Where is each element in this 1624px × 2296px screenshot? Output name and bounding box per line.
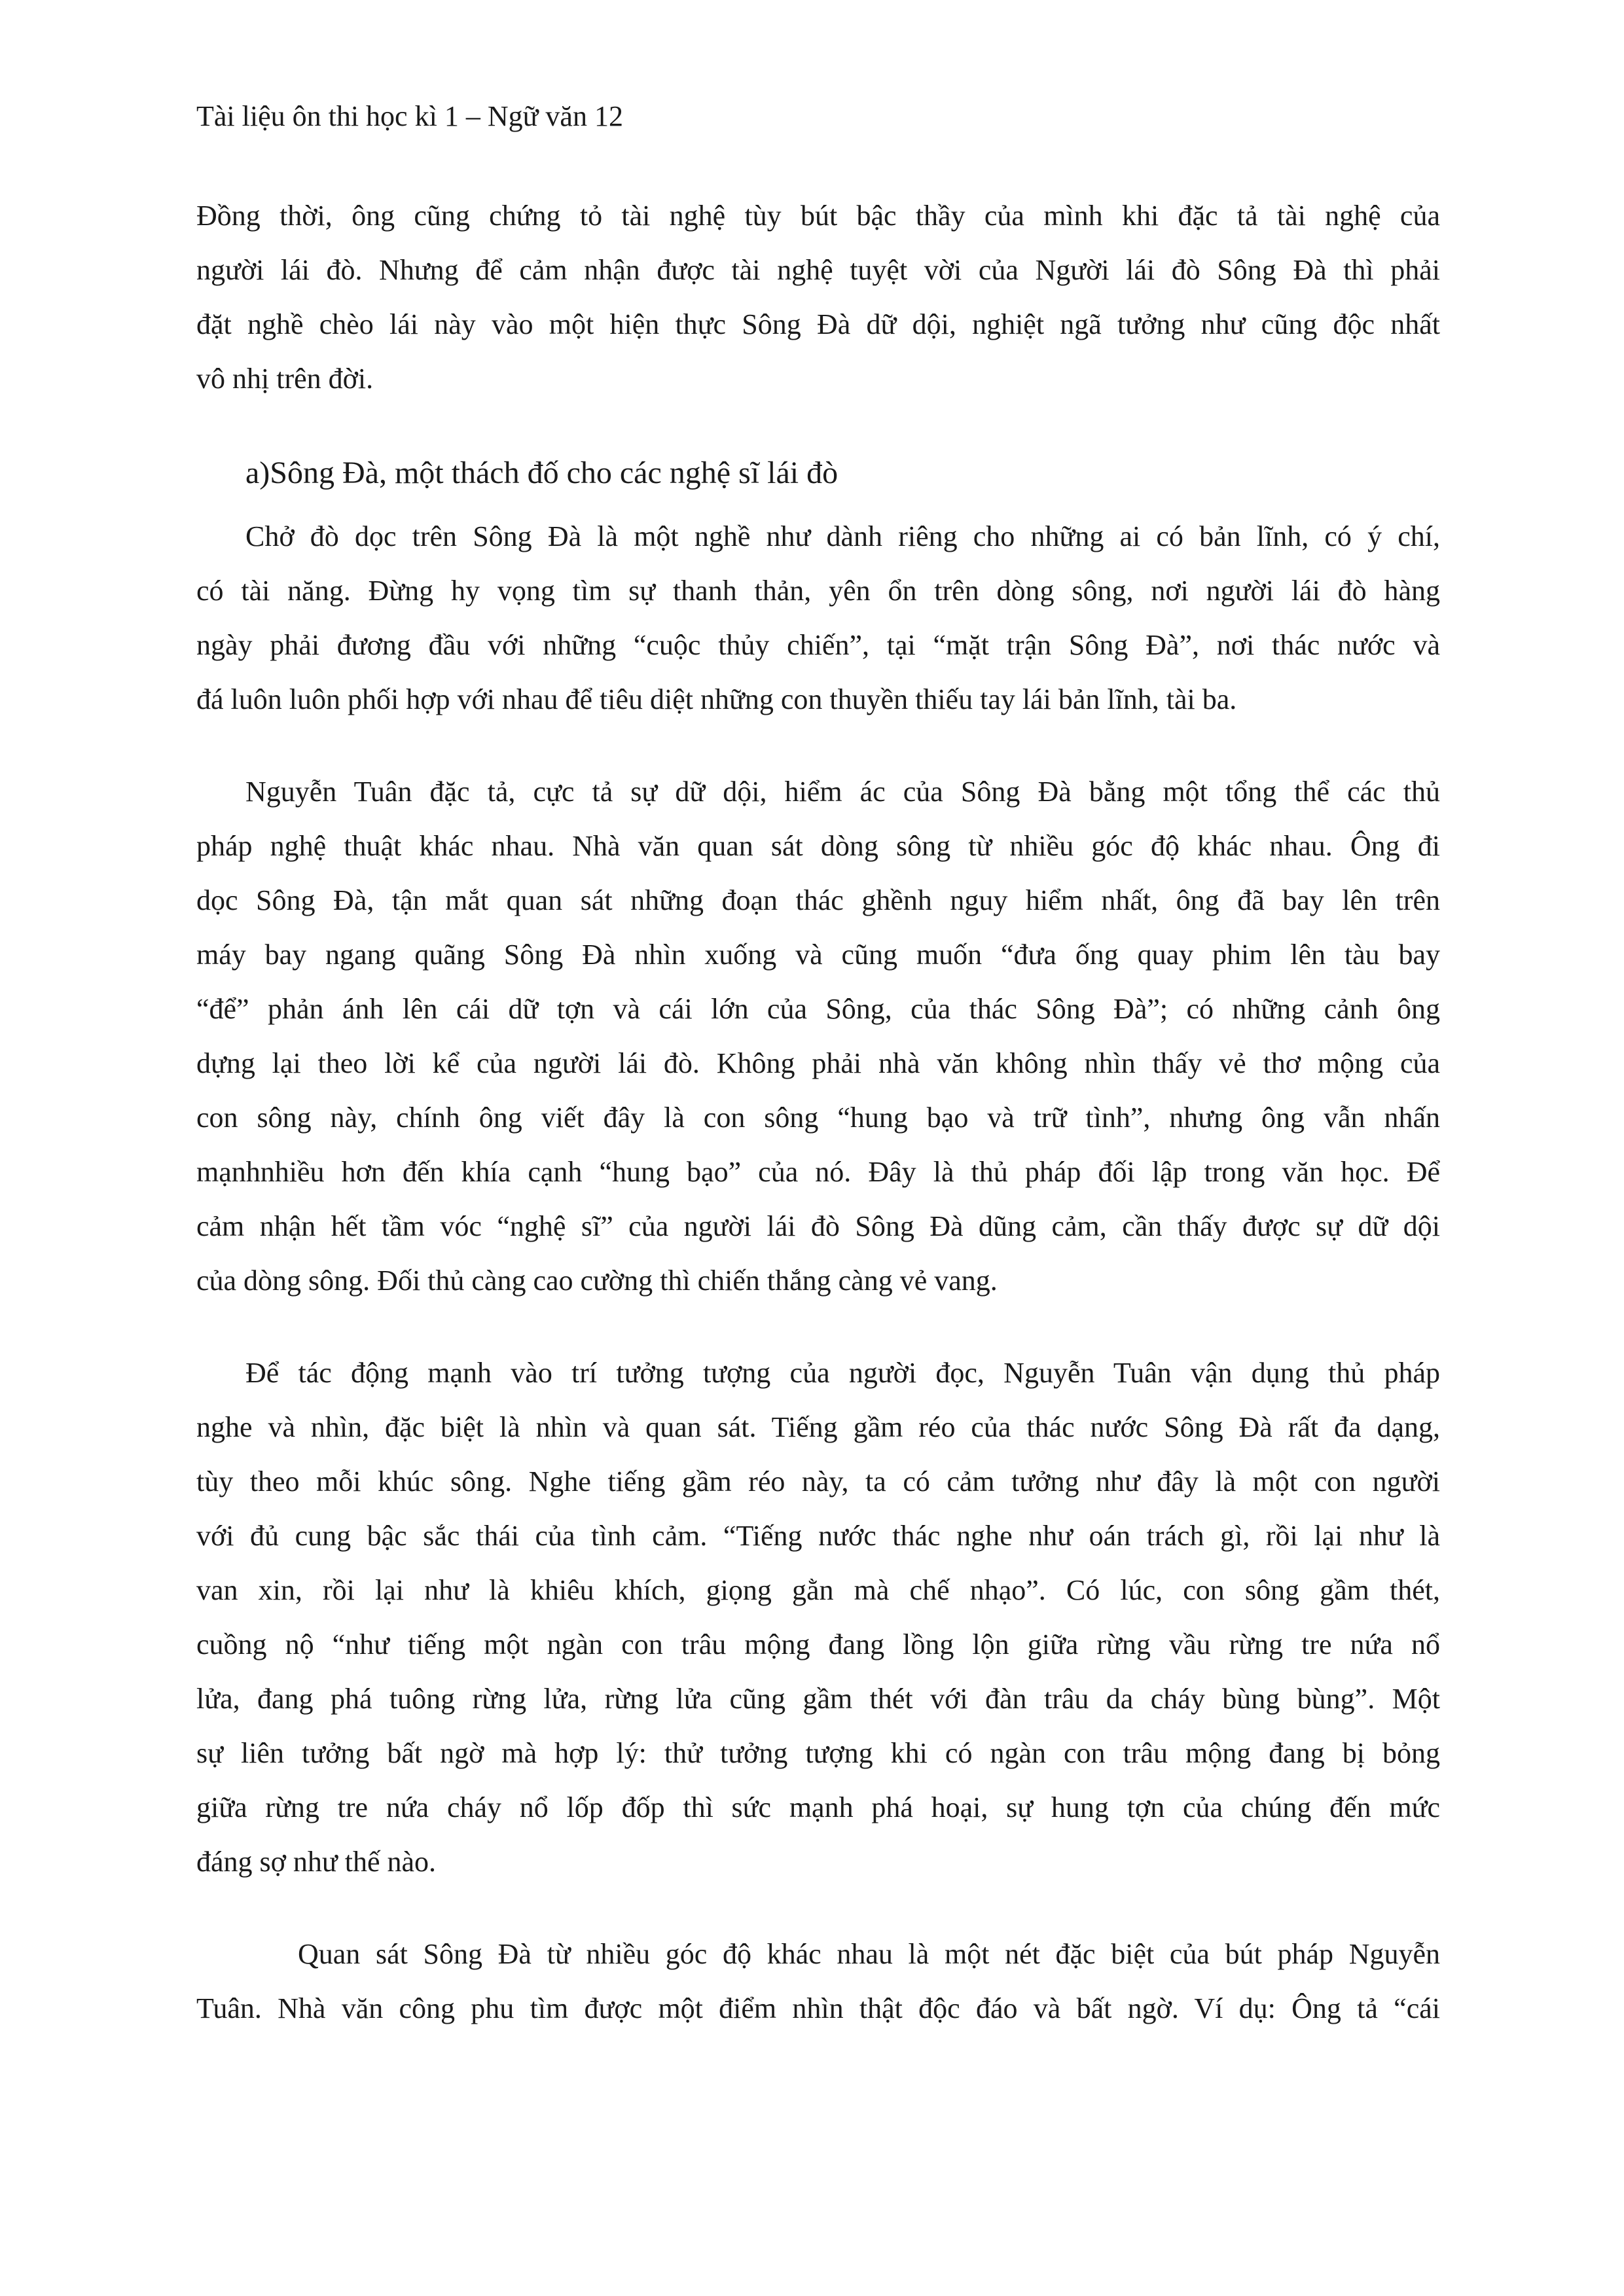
page-header: Tài liệu ôn thi học kì 1 – Ngữ văn 12 [196,100,623,132]
text-line: ngày phải đương đầu với những “cuộc thủy chiến”, tại “mặt trận Sông Đà”, nơi thác nước và [196,629,1440,661]
text-line: sự liên tưởng bất ngờ mà hợp lý: thử tưởng tượng khi có ngàn con trâu mộng đang bị bỏng [196,1737,1440,1769]
text-line: dựng lại theo lời kể của người lái đò. Không phải nhà văn không nhìn thấy vẻ thơ mộng của [196,1047,1440,1079]
text-line: có tài năng. Đừng hy vọng tìm sự thanh thản, yên ổn trên dòng sông, nơi người lái đò hàng [196,575,1440,607]
text-line: cuồng nộ “như tiếng một ngàn con trâu mộng đang lồng lộn giữa rừng vầu rừng tre nứa nổ [196,1628,1440,1660]
text-line: người lái đò. Nhưng để cảm nhận được tài nghệ tuyệt vời của Người lái đò Sông Đà thì phải [196,254,1440,286]
text-line: pháp nghệ thuật khác nhau. Nhà văn quan sát dòng sông từ nhiều góc độ khác nhau. Ông đi [196,830,1440,862]
text-line: cảm nhận hết tầm vóc “nghệ sĩ” của người lái đò Sông Đà dũng cảm, cần thấy được sự dữ dội [196,1210,1440,1242]
text-line: vô nhị trên đời. [196,363,374,395]
text-line: dọc Sông Đà, tận mắt quan sát những đoạn thác ghềnh nguy hiểm nhất, ông đã bay lên trên [196,884,1440,916]
text-line: đặt nghề chèo lái này vào một hiện thực Sông Đà dữ dội, nghiệt ngã tưởng như cũng độc nhất [196,308,1440,340]
text-line: tùy theo mỗi khúc sông. Nghe tiếng gầm réo này, ta có cảm tưởng như đây là một con người [196,1465,1440,1498]
text-line: nghe và nhìn, đặc biệt là nhìn và quan sát. Tiếng gầm réo của thác nước Sông Đà rất đa dạng, [196,1411,1440,1443]
text-line: Nguyễn Tuân đặc tả, cực tả sự dữ dội, hiểm ác của Sông Đà bằng một tổng thể các thủ [245,776,1440,808]
text-line: Quan sát Sông Đà từ nhiều góc độ khác nhau là một nét đặc biệt của bút pháp Nguyễn [298,1938,1440,1970]
text-line: đá luôn luôn phối hợp với nhau để tiêu diệt những con thuyền thiếu tay lái bản lĩnh, tài ba. [196,683,1237,715]
text-line: Đồng thời, ông cũng chứng tỏ tài nghệ tùy bút bậc thầy của mình khi đặc tả tài nghệ của [196,200,1440,232]
text-line: giữa rừng tre nứa cháy nổ lốp đốp thì sức mạnh phá hoại, sự hung tợn của chúng đến mức [196,1791,1440,1823]
text-line: mạnhnhiều hơn đến khía cạnh “hung bạo” của nó. Đây là thủ pháp đối lập trong văn học. Để [196,1156,1440,1188]
text-line: đáng sợ như thế nào. [196,1846,437,1878]
text-line: “để” phản ánh lên cái dữ tợn và cái lớn của Sông, của thác Sông Đà”; có những cảnh ông [196,993,1440,1025]
text-line: con sông này, chính ông viết đây là con sông “hung bạo và trữ tình”, nhưng ông vẫn nhấn [196,1102,1440,1134]
text-line: của dòng sông. Đối thủ càng cao cường thì chiến thắng càng vẻ vang. [196,1265,998,1297]
text-line: với đủ cung bậc sắc thái của tình cảm. “Tiếng nước thác nghe như oán trách gì, rồi lại như là [196,1520,1440,1552]
text-line: máy bay ngang quãng Sông Đà nhìn xuống và cũng muốn “đưa ống quay phim lên tàu bay [196,939,1440,971]
text-line: Tuân. Nhà văn công phu tìm được một điểm nhìn thật độc đáo và bất ngờ. Ví dụ: Ông tả “cái [196,1992,1440,2024]
text-line: lửa, đang phá tuông rừng lửa, rừng lửa cũng gầm thét với đàn trâu da cháy bùng bùng”. Một [196,1683,1440,1715]
text-line: Để tác động mạnh vào trí tưởng tượng của người đọc, Nguyễn Tuân vận dụng thủ pháp [245,1357,1440,1389]
text-line: van xin, rồi lại như là khiêu khích, giọng gằn mà chế nhạo”. Có lúc, con sông gầm thét, [196,1574,1440,1606]
text-line: Chở đò dọc trên Sông Đà là một nghề như dành riêng cho những ai có bản lĩnh, có ý chí, [245,520,1440,552]
section-heading: a)Sông Đà, một thách đố cho các nghệ sĩ lái đò [245,456,839,490]
